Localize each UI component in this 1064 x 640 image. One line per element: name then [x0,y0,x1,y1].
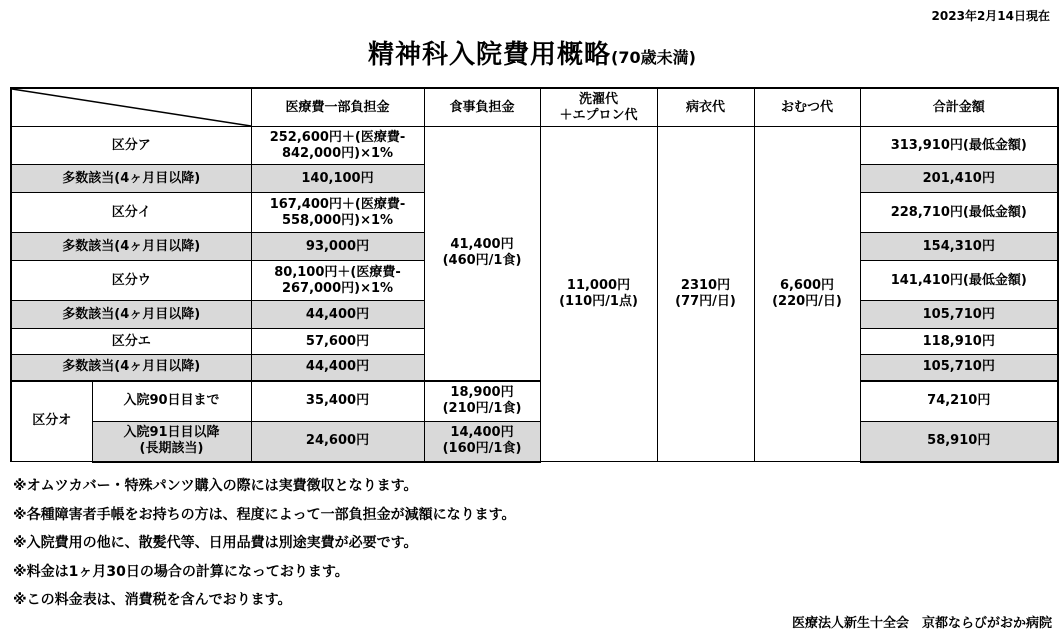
hospital-name: 医療法人新生十全会 京都ならびがおか病院 [791,616,1052,631]
medical-fee: 44,400円 [251,355,424,381]
row-label: 区分エ [11,329,251,355]
sub-row-label: 入院90日目まで [92,381,251,422]
medical-fee: 80,100円＋(医療費- 267,000円)×1% [251,261,424,301]
diaper-fee: 6,600円 (220円/日) [754,127,860,462]
meal-fee: 14,400円 (160円/1食) [424,422,540,462]
total-amount: 105,710円 [860,355,1058,381]
group-o-label: 区分オ [11,381,92,462]
note-item: ※この料金表は、消費税を含んでおります。 [13,592,292,608]
total-amount: 201,410円 [860,165,1058,193]
total-amount: 58,910円 [860,422,1058,462]
medical-fee: 35,400円 [251,381,424,422]
medical-fee: 57,600円 [251,329,424,355]
total-amount: 154,310円 [860,233,1058,261]
laundry-fee: 11,000円 (110円/1点) [540,127,657,462]
total-amount: 141,410円(最低金額) [860,261,1058,301]
header-corner [11,88,251,127]
header-diaper: おむつ代 [754,88,860,127]
fee-table [10,87,1059,463]
medical-fee: 167,400円＋(医療費- 558,000円)×1% [251,193,424,233]
note-item: ※入院費用の他に、散髪代等、日用品費は別途実費が必要です。 [13,535,418,551]
header-meal: 食事負担金 [424,88,540,127]
meal-fee: 18,900円 (210円/1食) [424,381,540,422]
title-main: 精神科入院費用概略 [368,40,612,70]
meal-fee-shared: 41,400円 (460円/1食) [424,127,540,381]
header-medical: 医療費一部負担金 [251,88,424,127]
note-item: ※料金は1ヶ月30日の場合の計算になっております。 [13,563,349,580]
as-of-date: 2023年2月14日現在 [931,9,1050,23]
row-label: 多数該当(4ヶ月目以降) [11,301,251,329]
header-gown: 病衣代 [657,88,754,127]
row-label: 多数該当(4ヶ月目以降) [11,165,251,193]
row-label: 多数該当(4ヶ月目以降) [11,355,251,381]
row-label: 区分イ [11,193,251,233]
sub-row-label: 入院91日目以降 (長期該当) [92,422,251,462]
medical-fee: 140,100円 [251,165,424,193]
total-amount: 118,910円 [860,329,1058,355]
note-item: ※オムツカバー・特殊パンツ購入の際には実費徴収となります。 [13,478,418,494]
medical-fee: 24,600円 [251,422,424,462]
total-amount: 228,710円(最低金額) [860,193,1058,233]
page-title [0,34,1064,71]
medical-fee: 93,000円 [251,233,424,261]
row-label: 区分ウ [11,261,251,301]
header-laundry: 洗濯代 ＋エプロン代 [540,88,657,127]
row-label: 多数該当(4ヶ月目以降) [11,233,251,261]
total-amount: 105,710円 [860,301,1058,329]
medical-fee: 44,400円 [251,301,424,329]
gown-fee: 2310円 (77円/日) [657,127,754,462]
row-label: 区分ア [11,127,251,165]
total-amount: 313,910円(最低金額) [860,127,1058,165]
total-amount: 74,210円 [860,381,1058,422]
note-item: ※各種障害者手帳をお持ちの方は、程度によって一部負担金が減額になります。 [13,506,516,523]
title-sub: (70歳未満) [611,48,696,67]
header-total: 合計金額 [860,88,1058,127]
medical-fee: 252,600円＋(医療費- 842,000円)×1% [251,127,424,165]
notes-list [13,476,516,619]
